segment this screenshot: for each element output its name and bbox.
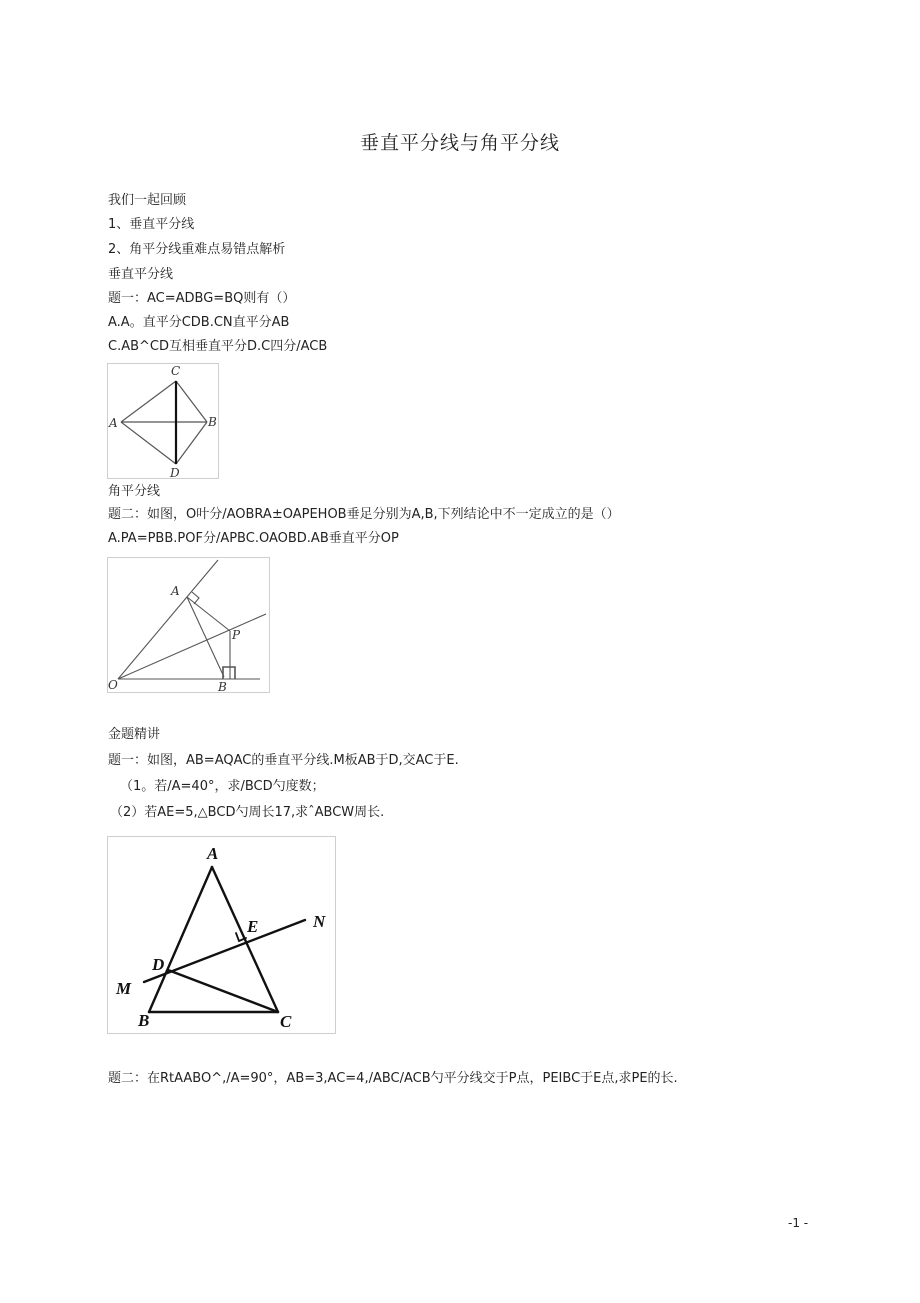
label-o: O bbox=[108, 678, 118, 692]
label-a: A bbox=[171, 584, 180, 598]
figure-rhombus bbox=[107, 363, 219, 479]
label-b: B bbox=[218, 680, 227, 692]
label-m: M bbox=[116, 979, 132, 998]
label-a: A bbox=[109, 416, 118, 430]
question-1-text: 题一：AC=ADBG=BQ则有（） bbox=[108, 291, 296, 306]
review-heading: 我们一起回顾 bbox=[108, 193, 187, 208]
label-d: D bbox=[152, 955, 165, 974]
page-number: -1 - bbox=[788, 1216, 809, 1230]
label-c: C bbox=[280, 1012, 292, 1031]
review-item-1: 1、垂直平分线 bbox=[108, 217, 195, 232]
label-d: D bbox=[170, 466, 180, 478]
section-heading-golden-problems: 金题精讲 bbox=[108, 727, 161, 742]
golden-question-1-part-2: （2）若AE=5,△BCD勺周长17,求ˆABCW周长. bbox=[110, 805, 385, 820]
page-title: 垂直平分线与角平分线 bbox=[359, 132, 560, 154]
section-heading-perpendicular-bisector: 垂直平分线 bbox=[108, 267, 174, 282]
figure-triangle bbox=[107, 836, 336, 1034]
golden-question-1-part-1: （1。若/A=40°，求/BCD勺度数； bbox=[120, 779, 325, 794]
label-e: E bbox=[247, 917, 259, 936]
figure-angle-bisector bbox=[107, 557, 270, 693]
golden-question-2-text: 题二：在RtAABO^,/A=90°，AB=3,AC=4,/ABC/ACB勺平分线交于P点，PEIBC于E点,求PE的长. bbox=[108, 1071, 678, 1086]
section-heading-angle-bisector: 角平分线 bbox=[108, 484, 161, 499]
label-c: C bbox=[171, 364, 181, 378]
label-n: N bbox=[313, 912, 326, 931]
question-1-options-cd: C.AB^CD互相垂直平分D.C四分/ACB bbox=[108, 339, 328, 354]
question-2-text: 题二：如图，O叶分/AOBRA±OAPEHOB垂足分别为A,B,下列结论中不一定成立的是（） bbox=[108, 507, 620, 522]
label-b: B bbox=[208, 415, 217, 429]
question-2-options: A.PA=PBB.POF分/APBC.OAOBD.AB垂直平分OP bbox=[108, 531, 399, 546]
review-item-2: 2、角平分线重难点易错点解析 bbox=[108, 242, 286, 257]
label-p: P bbox=[232, 628, 241, 642]
golden-question-1-text: 题一：如图，AB=AQAC的垂直平分线.M板AB于D,交AC于E. bbox=[108, 753, 459, 768]
question-1-options-ab: A.A。直平分CDB.CN直平分AB bbox=[108, 315, 290, 330]
label-a: A bbox=[207, 844, 219, 863]
label-b: B bbox=[138, 1011, 150, 1030]
